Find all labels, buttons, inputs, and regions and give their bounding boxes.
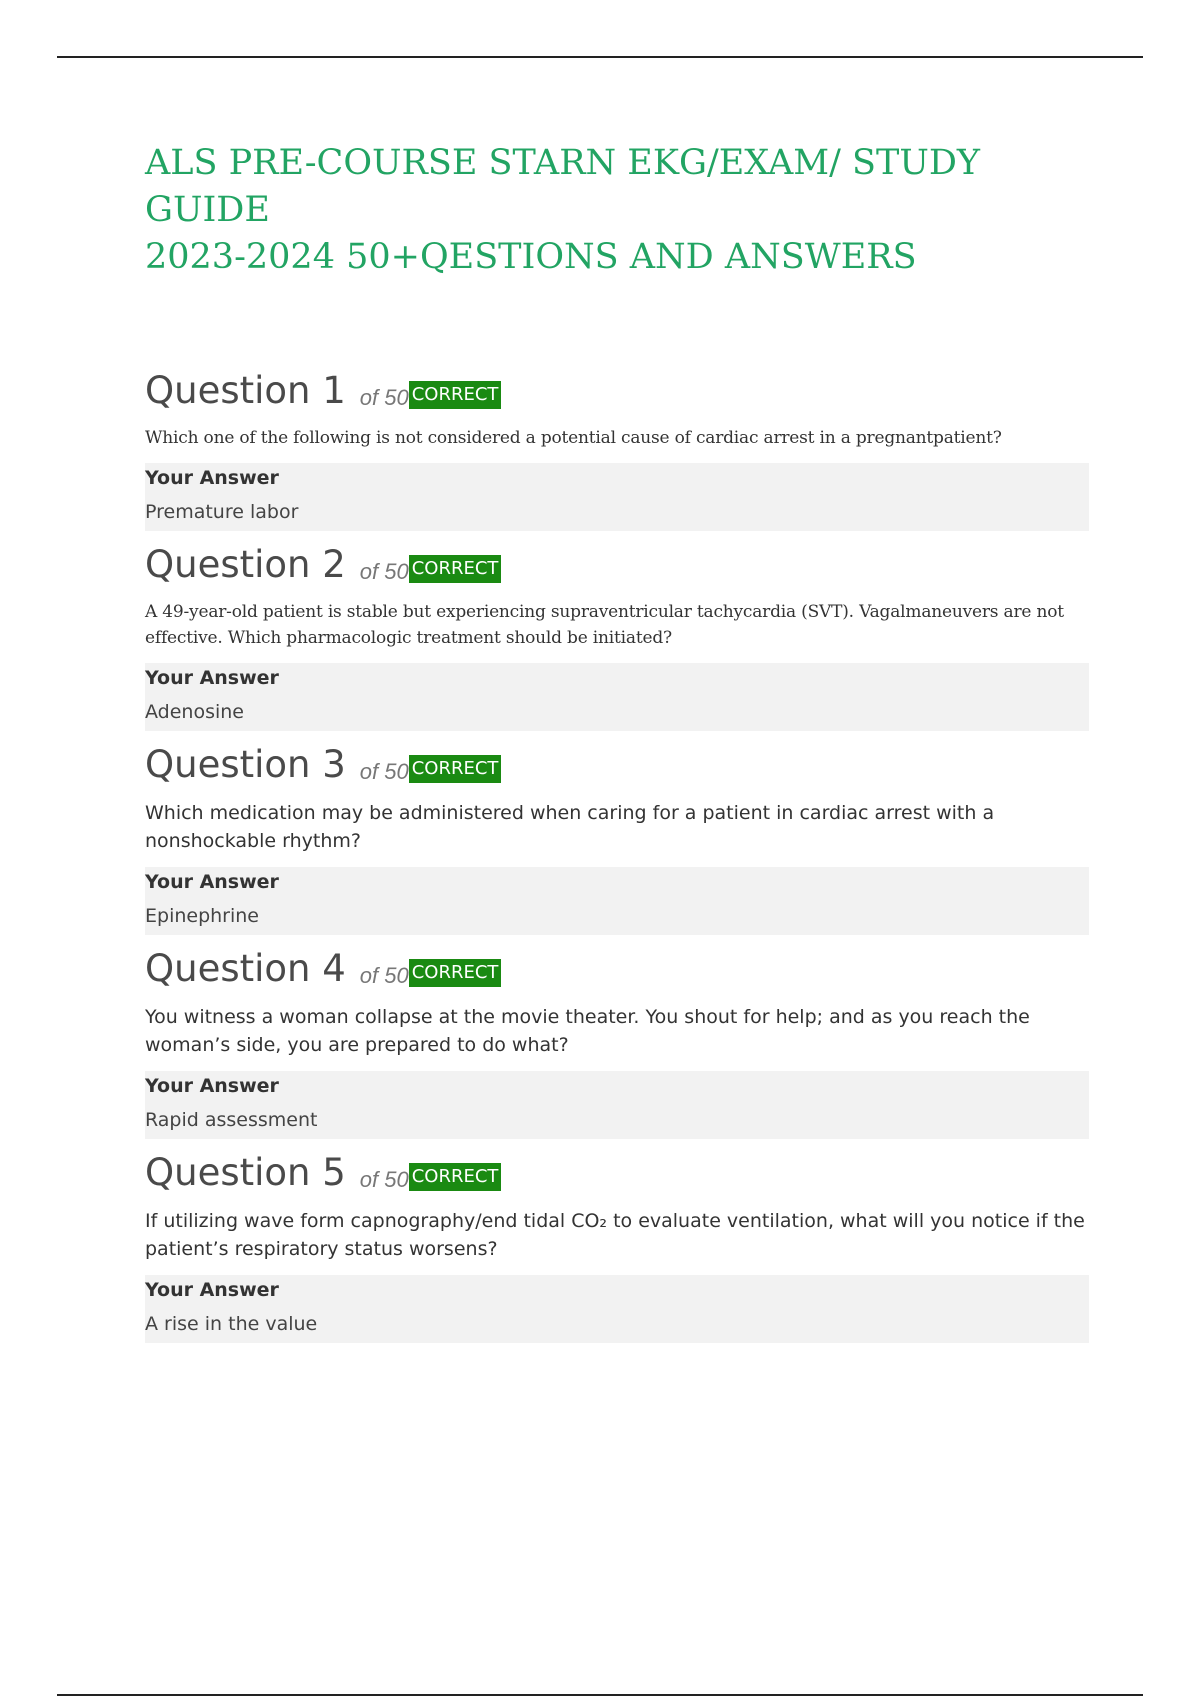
answer-label: Your Answer [145,1279,279,1301]
answer-box [145,867,1089,935]
status-badge: CORRECT [409,959,502,987]
question-of-total: of 50 [359,963,409,988]
question-header [145,945,1089,989]
answer-value: A rise in the value [145,1313,318,1335]
answer-value: Premature labor [145,501,299,523]
title-line-2: 2023-2024 50+QESTIONS AND ANSWERS [145,237,917,277]
question-text: If utilizing wave form capnography/end tidal CO₂ to evaluate ventilation, what will you notice if the patient’s respiratory status worsens? [145,1210,1085,1260]
answer-value: Epinephrine [145,905,259,927]
document-content [145,140,1089,1353]
answer-box [145,1071,1089,1139]
question-number: Question 4 [145,947,346,990]
answer-box [145,663,1089,731]
question-of-total: of 50 [359,385,409,410]
question-block-2 [145,541,1089,731]
question-of-total: of 50 [359,559,409,584]
answer-label: Your Answer [145,667,279,689]
status-badge: CORRECT [409,555,502,583]
question-number: Question 1 [145,369,346,412]
question-of-total: of 50 [359,1167,409,1192]
question-text: Which medication may be administered when caring for a patient in cardiac arrest with a nonshockable rhythm? [145,802,995,852]
answer-value: Rapid assessment [145,1109,318,1131]
answer-label: Your Answer [145,871,279,893]
question-header [145,367,1089,411]
question-block-5 [145,1149,1089,1343]
question-text: A 49-year-old patient is stable but experiencing supraventricular tachycardia (SVT). Vagalmaneuvers are not effective. Which pharmacologic treatment should be initiated? [145,602,1064,648]
answer-box [145,463,1089,531]
question-header [145,541,1089,585]
answer-box [145,1275,1089,1343]
answer-label: Your Answer [145,1075,279,1097]
document-title [145,140,1089,281]
title-line-1: ALS PRE-COURSE STARN EKG/EXAM/ STUDY GUIDE [145,143,980,230]
question-block-3 [145,741,1089,935]
answer-label: Your Answer [145,467,279,489]
question-block-1 [145,367,1089,531]
status-badge: CORRECT [409,381,502,409]
question-list [145,367,1089,1343]
question-header [145,741,1089,785]
question-number: Question 5 [145,1151,346,1194]
question-block-4 [145,945,1089,1139]
question-number: Question 2 [145,543,346,586]
question-text: Which one of the following is not considered a potential cause of cardiac arrest in a pregnantpatient? [145,428,1002,448]
question-of-total: of 50 [359,759,409,784]
question-text: You witness a woman collapse at the movie theater. You shout for help; and as you reach the woman’s side, you are prepared to do what? [145,1006,1030,1056]
status-badge: CORRECT [409,755,502,783]
answer-value: Adenosine [145,701,244,723]
status-badge: CORRECT [409,1163,502,1191]
question-number: Question 3 [145,743,346,786]
bottom-rule [57,1694,1143,1696]
top-rule [57,56,1143,58]
question-header [145,1149,1089,1193]
